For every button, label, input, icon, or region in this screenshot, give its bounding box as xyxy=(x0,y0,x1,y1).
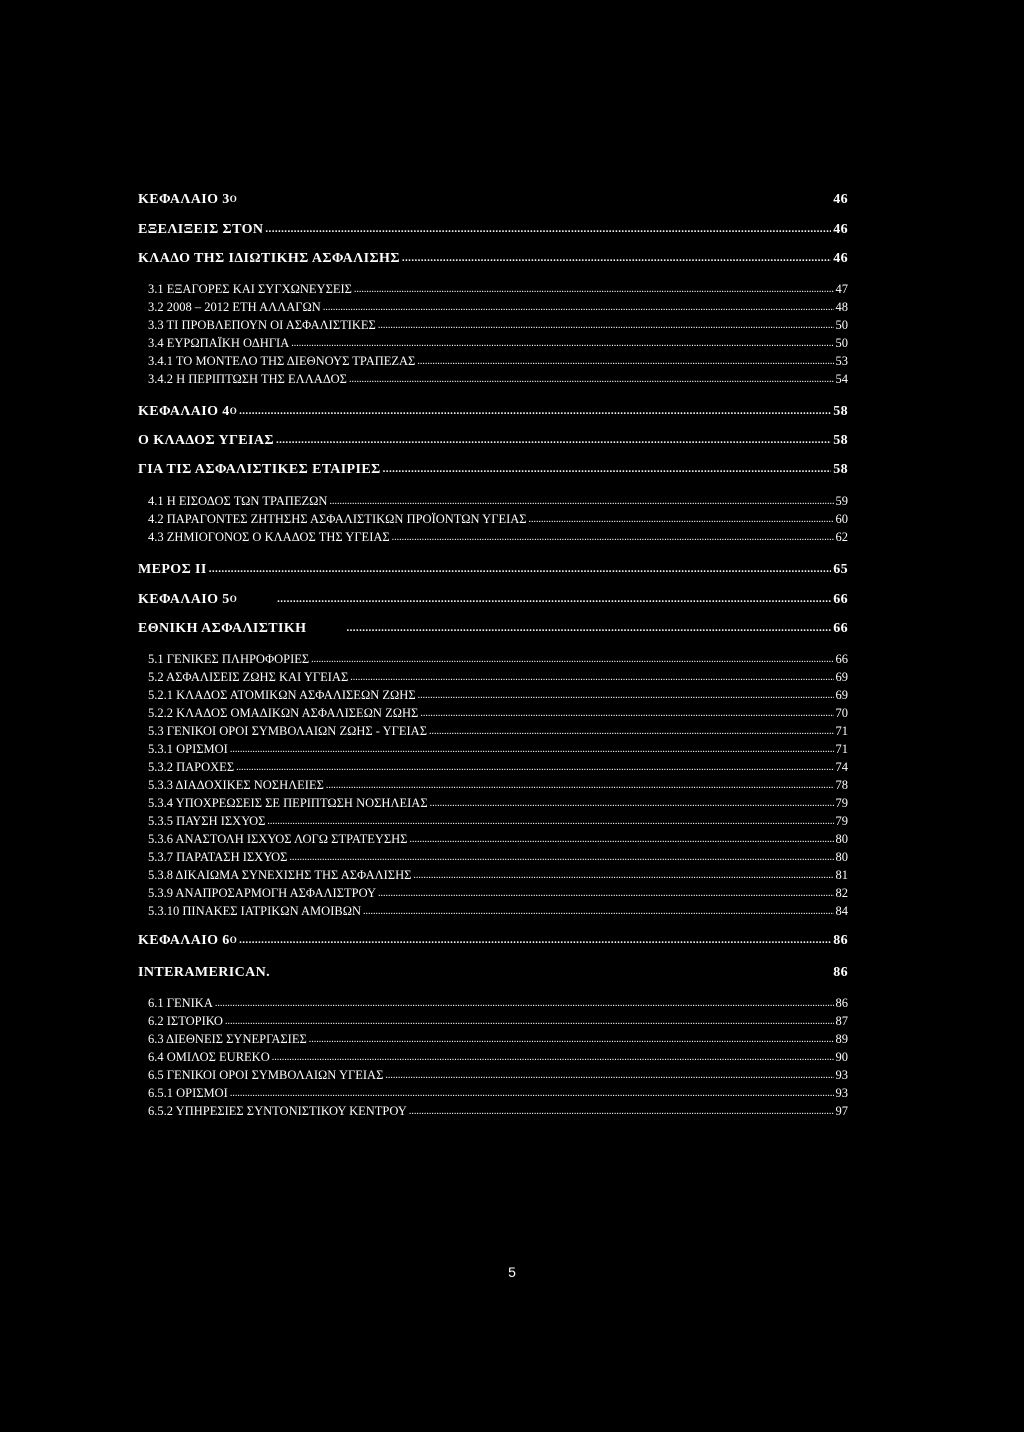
toc-label: 5.3.4 ΥΠΟΧΡΕΩΣΕΙΣ ΣΕ ΠΕΡΙΠΤΩΣΗ ΝΟΣΗΛΕΙΑΣ xyxy=(148,796,428,810)
dot-leader xyxy=(392,532,834,543)
toc-label: 3.1 ΕΞΑΓΟΡΕΣ ΚΑΙ ΣΥΓΧΩΝΕΥΣΕΙΣ xyxy=(148,282,352,296)
toc-row xyxy=(148,796,848,811)
toc-page-number: 87 xyxy=(835,1014,848,1028)
toc-page-number: 46 xyxy=(833,222,848,237)
dot-leader xyxy=(383,463,832,475)
toc-label: 3.2 2008 – 2012 ΕΤΗ ΑΛΛΑΓΩΝ xyxy=(148,300,321,314)
toc-page-number: 46 xyxy=(833,251,848,266)
toc-page-number: 90 xyxy=(835,1050,848,1064)
dot-leader xyxy=(239,934,831,946)
toc-row xyxy=(148,512,848,527)
toc-row xyxy=(148,1104,848,1119)
dot-leader xyxy=(409,1106,834,1117)
dot-leader xyxy=(215,998,834,1009)
toc-label: 6.1 ΓΕΝΙΚΑ xyxy=(148,996,213,1010)
toc-label: 5.2.1 ΚΛΑΔΟΣ ΑΤΟΜΙΚΩΝ ΑΣΦΑΛΙΣΕΩΝ ΖΩΗΣ xyxy=(148,688,416,702)
toc-page-number: 82 xyxy=(835,886,848,900)
toc-row xyxy=(148,530,848,545)
toc-label: 5.2 ΑΣΦΑΛΙΣΕΙΣ ΖΩΗΣ ΚΑΙ ΥΓΕΙΑΣ xyxy=(148,670,349,684)
toc-heading[interactable] xyxy=(0,621,1024,645)
toc-entry[interactable] xyxy=(0,372,1024,396)
toc-entry[interactable] xyxy=(0,1104,1024,1128)
toc-page-number: 79 xyxy=(835,796,848,810)
toc-page-number: 66 xyxy=(835,652,848,666)
toc-label: ΚΕΦΑΛΑΙΟ 4 xyxy=(138,404,230,419)
toc-row xyxy=(148,706,848,721)
dot-leader xyxy=(354,284,834,295)
toc-label: 3.4.2 Η ΠΕΡΙΠΤΩΣΗ ΤΗΣ ΕΛΛΑΔΟΣ xyxy=(148,372,347,386)
toc-page-number: 66 xyxy=(833,592,848,607)
toc-row xyxy=(138,222,848,238)
toc-page-number: 58 xyxy=(833,462,848,477)
toc-heading[interactable] xyxy=(0,965,1024,989)
toc-label: 4.3 ΖΗΜΙΟΓΟΝΟΣ Ο ΚΛΑΔΟΣ ΤΗΣ ΥΓΕΙΑΣ xyxy=(148,530,390,544)
dot-leader xyxy=(409,834,833,845)
toc-page-number: 97 xyxy=(835,1104,848,1118)
toc-page-number: 50 xyxy=(835,336,848,350)
toc-page-number: 71 xyxy=(835,742,848,756)
toc-label: 6.5 ΓΕΝΙΚΟΙ ΟΡΟΙ ΣΥΜΒΟΛΑΙΩΝ ΥΓΕΙΑΣ xyxy=(148,1068,384,1082)
toc-row xyxy=(148,670,848,685)
page-number: 5 xyxy=(508,1264,516,1280)
toc-row: ΚΕΦΑΛΑΙΟ 5 $^O$ ..... 66 xyxy=(138,592,848,608)
toc-row xyxy=(148,760,848,775)
toc-label: ΕΘΝΙΚΗ ΑΣΦΑΛΙΣΤΙΚΗ xyxy=(138,621,307,636)
dot-leader xyxy=(418,690,834,701)
toc-label: 4.2 ΠΑΡΑΓΟΝΤΕΣ ΖΗΤΗΣΗΣ ΑΣΦΑΛΙΣΤΙΚΩΝ ΠΡΟΪΟΝΤΩΝ ΥΓΕΙΑΣ xyxy=(148,512,527,526)
toc-row xyxy=(148,1050,848,1065)
toc-entry[interactable] xyxy=(0,904,1024,928)
toc-heading[interactable] xyxy=(0,433,1024,457)
toc-page-number: 86 xyxy=(833,933,848,948)
toc-row xyxy=(148,318,848,333)
toc-heading[interactable] xyxy=(0,404,1024,428)
dot-leader xyxy=(349,374,834,385)
toc-page-number: 46 xyxy=(833,192,848,207)
dot-leader xyxy=(272,1052,834,1063)
toc-page-number: 65 xyxy=(833,562,848,577)
toc-row xyxy=(138,965,848,981)
toc-label: 6.2 ΙΣΤΟΡΙΚΟ xyxy=(148,1014,223,1028)
toc-row xyxy=(148,742,848,757)
toc-row xyxy=(148,868,848,883)
toc-row xyxy=(148,652,848,667)
toc-heading[interactable] xyxy=(0,462,1024,486)
toc-row xyxy=(138,462,848,478)
toc-page-number: 74 xyxy=(835,760,848,774)
dot-leader xyxy=(429,726,834,737)
toc-label: 5.3.10 ΠΙΝΑΚΕΣ ΙΑΤΡΙΚΩΝ ΑΜΟΙΒΩΝ xyxy=(148,904,362,918)
dot-leader xyxy=(230,744,834,755)
toc-page-number: 47 xyxy=(835,282,848,296)
toc-heading[interactable] xyxy=(0,222,1024,246)
dot-leader xyxy=(402,252,831,264)
toc-label: 5.3.2 ΠΑΡΟΧΕΣ xyxy=(148,760,235,774)
toc-page-number: 70 xyxy=(835,706,848,720)
toc-row xyxy=(148,778,848,793)
toc-label: 6.5.1 ΟΡΙΣΜΟΙ xyxy=(148,1086,228,1100)
dot-leader xyxy=(350,672,833,683)
toc-row xyxy=(148,1086,848,1101)
toc-row xyxy=(148,300,848,315)
toc-page-number: 78 xyxy=(835,778,848,792)
toc-label: 6.3 ΔΙΕΘΝΕΙΣ ΣΥΝΕΡΓΑΣΙΕΣ xyxy=(148,1032,307,1046)
toc-page-number: 93 xyxy=(835,1086,848,1100)
toc-label: 5.3.3 ΔΙΑΔΟΧΙΚΕΣ ΝΟΣΗΛΕΙΕΣ xyxy=(148,778,324,792)
dot-leader xyxy=(529,514,834,525)
toc-label: 4.1 Η ΕΙΣΟΔΟΣ ΤΩΝ ΤΡΑΠΕΖΩΝ xyxy=(148,494,328,508)
toc-page-number: 86 xyxy=(835,996,848,1010)
dot-leader xyxy=(413,870,833,881)
toc-label: ΜΕΡΟΣ ΙΙ xyxy=(138,562,207,577)
dot-leader xyxy=(311,654,833,665)
toc-heading[interactable] xyxy=(0,192,1024,216)
toc-label: 5.1 ΓΕΝΙΚΕΣ ΠΛΗΡΟΦΟΡΙΕΣ xyxy=(148,652,310,666)
toc-label: 6.5.2 ΥΠΗΡΕΣΙΕΣ ΣΥΝΤΟΝΙΣΤΙΚΟΥ ΚΕΝΤΡΟΥ xyxy=(148,1104,407,1118)
toc-label: ΓΙΑ ΤΙΣ ΑΣΦΑΛΙΣΤΙΚΕΣ ΕΤΑΙΡΙΕΣ xyxy=(138,462,381,477)
toc-page-number: 81 xyxy=(835,868,848,882)
dot-leader xyxy=(230,1088,834,1099)
dot-leader xyxy=(385,1070,833,1081)
toc-page-number: 71 xyxy=(835,724,848,738)
toc-row xyxy=(148,886,848,901)
toc-page-number: 89 xyxy=(835,1032,848,1046)
toc-label: 3.3 ΤΙ ΠΡΟΒΛΕΠΟΥΝ ΟΙ ΑΣΦΑΛΙΣΤΙΚΕΣ xyxy=(148,318,376,332)
toc-page-number: 79 xyxy=(835,814,848,828)
toc-label: 5.2.2 ΚΛΑΔΟΣ ΟΜΑΔΙΚΩΝ ΑΣΦΑΛΙΣΕΩΝ ΖΩΗΣ xyxy=(148,706,419,720)
toc-label: Ο ΚΛΑΔΟΣ ΥΓΕΙΑΣ xyxy=(138,433,274,448)
toc-row xyxy=(148,1014,848,1029)
toc-row: ΚΕΦΑΛΑΙΟ 3 $^O$ 46 xyxy=(138,192,848,207)
dot-leader xyxy=(363,906,833,917)
toc-row xyxy=(148,494,848,509)
dot-leader xyxy=(420,708,833,719)
toc-row xyxy=(138,562,848,578)
toc-row xyxy=(148,904,848,919)
toc-page-number: 69 xyxy=(835,670,848,684)
dot-leader xyxy=(209,563,831,575)
toc-label: ΚΕΦΑΛΑΙΟ 6 xyxy=(138,933,230,948)
toc-page-number: 58 xyxy=(833,404,848,419)
dot-leader xyxy=(378,320,834,331)
dot-leader xyxy=(326,780,834,791)
toc-label: ΕΞΕΛΙΞΕΙΣ ΣΤΟΝ xyxy=(138,222,264,237)
dot-leader xyxy=(289,852,833,863)
toc-page-number: 84 xyxy=(835,904,848,918)
toc-row xyxy=(148,996,848,1011)
toc-page-number: 58 xyxy=(833,433,848,448)
dot-leader xyxy=(236,762,833,773)
toc-row xyxy=(148,850,848,865)
toc-row xyxy=(148,832,848,847)
dot-leader xyxy=(276,434,831,446)
dot-leader xyxy=(329,496,833,507)
dot-leader xyxy=(291,338,833,349)
toc-label: ΚΕΦΑΛΑΙΟ 3 xyxy=(138,192,230,207)
toc-label: 5.3.7 ΠΑΡΑΤΑΣΗ ΙΣΧΥΟΣ xyxy=(148,850,288,864)
toc-page-number: 86 xyxy=(833,965,848,980)
toc-row xyxy=(138,433,848,449)
dot-leader xyxy=(267,816,833,827)
toc-label: 5.3.6 ΑΝΑΣΤΟΛΗ ΙΣΧΥΟΣ ΛΟΓΩ ΣΤΡΑΤΕΥΣΗΣ xyxy=(148,832,408,846)
toc-row xyxy=(148,336,848,351)
dot-leader xyxy=(277,593,831,605)
toc-label: 5.3.5 ΠΑΥΣΗ ΙΣΧΥΟΣ xyxy=(148,814,266,828)
toc-label: 5.3 ΓΕΝΙΚΟΙ ΟΡΟΙ ΣΥΜΒΟΛΑΙΩΝ ΖΩΗΣ - ΥΓΕΙΑΣ xyxy=(148,724,427,738)
toc-row xyxy=(138,621,848,637)
dot-leader xyxy=(417,356,833,367)
toc-label: 5.3.1 ΟΡΙΣΜΟΙ xyxy=(148,742,228,756)
toc-page-number: 66 xyxy=(833,621,848,636)
dot-leader xyxy=(265,223,831,235)
dot-leader xyxy=(346,622,831,634)
toc-entry[interactable] xyxy=(0,530,1024,554)
toc-row xyxy=(148,354,848,369)
toc-row xyxy=(148,814,848,829)
toc-page-number: 69 xyxy=(835,688,848,702)
toc-page-number: 80 xyxy=(835,850,848,864)
dot-leader xyxy=(309,1034,834,1045)
toc-heading[interactable] xyxy=(0,933,1024,957)
toc-page-number: 53 xyxy=(835,354,848,368)
dot-leader xyxy=(430,798,834,809)
toc-page-number: 60 xyxy=(835,512,848,526)
toc-label: 5.3.9 ΑΝΑΠΡΟΣΑΡΜΟΓΗ ΑΣΦΑΛΙΣΤΡΟΥ xyxy=(148,886,376,900)
toc-label: ΚΛΑΔΟ ΤΗΣ ΙΔΙΩΤΙΚΗΣ ΑΣΦΑΛΙΣΗΣ xyxy=(138,251,400,266)
toc-row xyxy=(148,688,848,703)
dot-leader xyxy=(239,405,831,417)
toc-row xyxy=(148,1032,848,1047)
toc-page-number: 59 xyxy=(835,494,848,508)
toc-page-number: 93 xyxy=(835,1068,848,1082)
toc-row xyxy=(148,372,848,387)
toc-page-number: 48 xyxy=(835,300,848,314)
dot-leader xyxy=(323,302,834,313)
toc-row: ΚΕΦΑΛΑΙΟ 6 $^O$ ..... 86 xyxy=(138,933,848,949)
toc-heading[interactable] xyxy=(0,251,1024,275)
toc-row xyxy=(148,1068,848,1083)
toc-label: 5.3.8 ΔΙΚΑΙΩΜΑ ΣΥΝΕΧΙΣΗΣ ΤΗΣ ΑΣΦΑΛΙΣΗΣ xyxy=(148,868,412,882)
dot-leader xyxy=(225,1016,834,1027)
toc-page-number: 80 xyxy=(835,832,848,846)
toc-label: 3.4.1 ΤΟ ΜΟΝΤΕΛΟ ΤΗΣ ΔΙΕΘΝΟΥΣ ΤΡΑΠΕΖΑΣ xyxy=(148,354,416,368)
dot-leader xyxy=(378,888,834,899)
toc-page-number: 62 xyxy=(835,530,848,544)
toc-row xyxy=(148,724,848,739)
toc-row: ΚΕΦΑΛΑΙΟ 4 $^O$ ..... 58 xyxy=(138,404,848,420)
toc-heading[interactable] xyxy=(0,592,1024,616)
toc-row xyxy=(138,251,848,267)
toc-label: INTERAMERICAN. xyxy=(138,965,270,980)
toc-label: 6.4 ΟΜΙΛΟΣ EUREKO xyxy=(148,1050,270,1064)
toc-page-number: 50 xyxy=(835,318,848,332)
toc-label: ΚΕΦΑΛΑΙΟ 5 xyxy=(138,592,230,607)
toc-row xyxy=(148,282,848,297)
toc-heading[interactable] xyxy=(0,562,1024,586)
toc-label: 3.4 ΕΥΡΩΠΑΪΚΗ ΟΔΗΓΙΑ xyxy=(148,336,290,350)
toc-page-number: 54 xyxy=(835,372,848,386)
